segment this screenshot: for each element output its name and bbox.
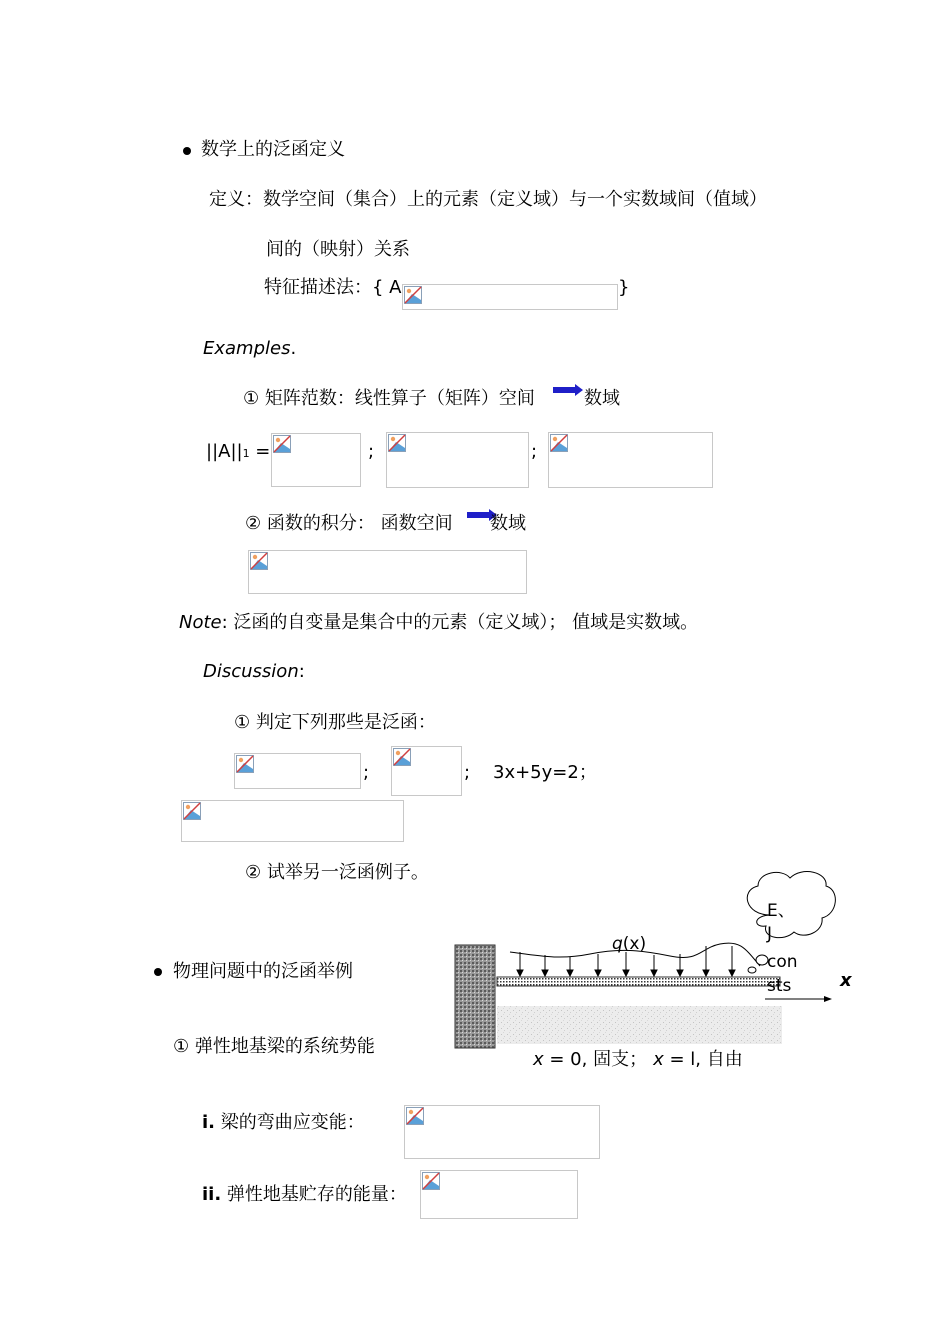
broken-image-formula [402,284,618,310]
characteristic-suffix: } [618,277,630,298]
equation-text: 3x+5y=2； [493,762,597,783]
foundation-energy-label: ii. 弹性地基贮存的能量： [202,1184,407,1205]
discussion-question-2: ② 试举另一泛函例子。 [245,862,429,883]
discussion-question-1: ① 判定下列那些是泛函： [234,712,436,733]
boundary-conditions: x = 0, 固支； x = l, 自由 [533,1049,743,1070]
characteristic-prefix: 特征描述法：{ A [264,277,402,298]
broken-image-disc-3 [181,800,404,842]
broken-image-icon [388,434,406,452]
broken-image-icon [250,552,268,570]
x-axis-arrowhead [824,996,832,1002]
broken-image-icon [406,1107,424,1125]
broken-image-integral [248,550,527,594]
example-1-suffix: 数域 [584,388,620,409]
broken-image-icon [550,434,568,452]
bullet-dot [183,147,191,155]
separator: ; [531,441,538,462]
cloud-text-2: J [767,924,773,944]
cloud-text-3: con [767,952,798,972]
broken-image-norm-2 [386,432,529,488]
bullet-dot [154,968,162,976]
separator: ; [363,762,370,783]
section-heading-physics: 物理问题中的泛函举例 [173,961,353,982]
cloud-bubble [748,967,756,973]
example-1-prefix: ① 矩阵范数：线性算子（矩阵）空间 [243,388,535,409]
broken-image-norm-1 [271,433,361,487]
broken-image-norm-3 [548,432,713,488]
broken-image-icon [404,286,422,304]
cloud-text-4: sts [767,976,792,996]
broken-image-icon [183,802,201,820]
separator: ; [464,762,471,783]
bending-energy-label: i. 梁的弯曲应变能： [202,1112,365,1133]
broken-image-bending-energy [404,1105,600,1159]
right-arrow-icon [553,384,583,396]
discussion-label: Discussion: [203,661,305,682]
note-line: Note: 泛函的自变量是集合中的元素（定义域）； 值域是实数域。 [179,612,699,633]
load-label: q(x) [612,934,647,954]
cloud-text-1: E、 [767,901,795,921]
examples-label: Examples. [203,338,297,359]
broken-image-disc-2 [391,746,462,796]
broken-image-icon [236,755,254,773]
example-2-prefix: ② 函数的积分： 函数空间 [245,513,453,534]
broken-image-icon [273,435,291,453]
physics-item-1: ① 弹性地基梁的系统势能 [173,1036,375,1057]
definition-line-1: 定义：数学空间（集合）上的元素（定义域）与一个实数域间（值域） [209,189,767,210]
elastic-foundation [497,1006,782,1044]
fixed-wall [455,945,495,1048]
broken-image-disc-1 [234,753,361,789]
x-axis-label: x [840,970,852,991]
broken-image-foundation-energy [420,1170,578,1219]
norm-label: ||A||1 = [206,441,271,462]
beam [497,977,780,986]
separator: ; [368,441,375,462]
broken-image-icon [393,748,411,766]
broken-image-icon [422,1172,440,1190]
example-2-suffix: 数域 [490,513,526,534]
section-heading-math: 数学上的泛函定义 [201,139,345,160]
definition-line-2: 间的（映射）关系 [266,239,410,260]
